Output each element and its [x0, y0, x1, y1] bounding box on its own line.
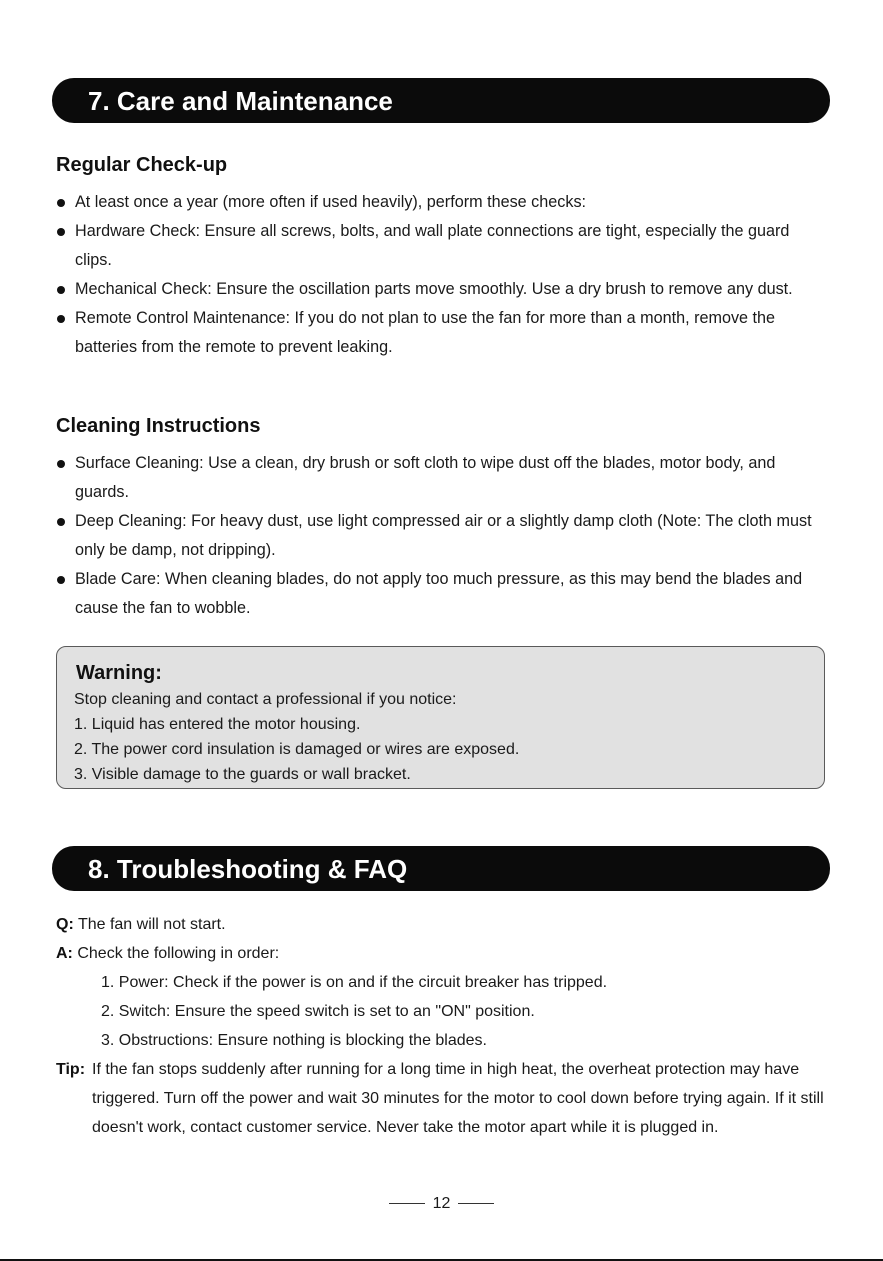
list-item: Surface Cleaning: Use a clean, dry brush or soft cloth to wipe dust off the blades, motor body, and guards.: [55, 449, 830, 507]
list-item: Deep Cleaning: For heavy dust, use light compressed air or a slightly damp cloth (Note: The cloth must only be damp, not dripping).: [55, 507, 830, 565]
page-number-rule: [389, 1203, 425, 1204]
step-item: 2. Switch: Ensure the speed switch is set to an "ON" position.: [101, 1003, 535, 1020]
tip-block: [56, 1055, 826, 1142]
bullet-icon: [57, 228, 65, 236]
list-item: Remote Control Maintenance: If you do not plan to use the fan for more than a month, remove the batteries from the remote to prevent leaking.: [55, 304, 830, 362]
answer-text: Check the following in order:: [77, 945, 280, 962]
page-number-text: 12: [432, 1195, 451, 1212]
warning-box: [56, 646, 825, 789]
bullet-icon: [57, 576, 65, 584]
section-title: 8. Troubleshooting & FAQ: [88, 854, 408, 884]
list-item: At least once a year (more often if used heavily), perform these checks:: [55, 188, 830, 217]
section-header-care-maintenance: [52, 78, 830, 123]
step-item: 1. Power: Check if the power is on and if the circuit breaker has tripped.: [101, 974, 608, 991]
page-number-rule: [458, 1203, 494, 1204]
warning-line: 1. Liquid has entered the motor housing.: [74, 716, 361, 733]
warning-line: 3. Visible damage to the guards or wall bracket.: [74, 766, 411, 783]
checkup-list: [55, 188, 830, 362]
bullet-icon: [57, 286, 65, 294]
cleaning-list: [55, 449, 830, 623]
question-text: The fan will not start.: [77, 916, 226, 933]
bullet-icon: [57, 518, 65, 526]
faq-answer: [56, 939, 279, 968]
section-title: 7. Care and Maintenance: [88, 86, 393, 116]
bullet-icon: [57, 460, 65, 468]
tip-text: If the fan stops suddenly after running for a long time in high heat, the overheat protection may have triggered. Turn off the power and wait 30 minutes for the motor to cool down before trying again. If it still doesn't work, contact customer service. Never take the motor apart while it is plugged in.: [92, 1061, 824, 1136]
page-number: [0, 1195, 883, 1213]
warning-title: Warning:: [76, 662, 162, 684]
bullet-icon: [57, 199, 65, 207]
question-label: Q:: [56, 916, 74, 933]
regular-checkup-heading: Regular Check-up: [56, 154, 228, 176]
list-item: Mechanical Check: Ensure the oscillation parts move smoothly. Use a dry brush to remove any dust.: [55, 275, 830, 304]
answer-label: A:: [56, 945, 73, 962]
faq-question: [56, 910, 226, 939]
tip-label: Tip:: [56, 1061, 86, 1078]
warning-line: Stop cleaning and contact a professional if you notice:: [74, 691, 457, 708]
warning-line: 2. The power cord insulation is damaged or wires are exposed.: [74, 741, 520, 758]
list-item: Hardware Check: Ensure all screws, bolts, and wall plate connections are tight, especially the guard clips.: [55, 217, 830, 275]
list-item: Blade Care: When cleaning blades, do not apply too much pressure, as this may bend the blades and cause the fan to wobble.: [55, 565, 830, 623]
cleaning-instructions-heading: Cleaning Instructions: [56, 415, 261, 437]
section-header-troubleshooting: [52, 846, 830, 891]
troubleshooting-steps: [101, 968, 607, 1055]
bullet-icon: [57, 315, 65, 323]
step-item: 3. Obstructions: Ensure nothing is blocking the blades.: [101, 1032, 487, 1049]
